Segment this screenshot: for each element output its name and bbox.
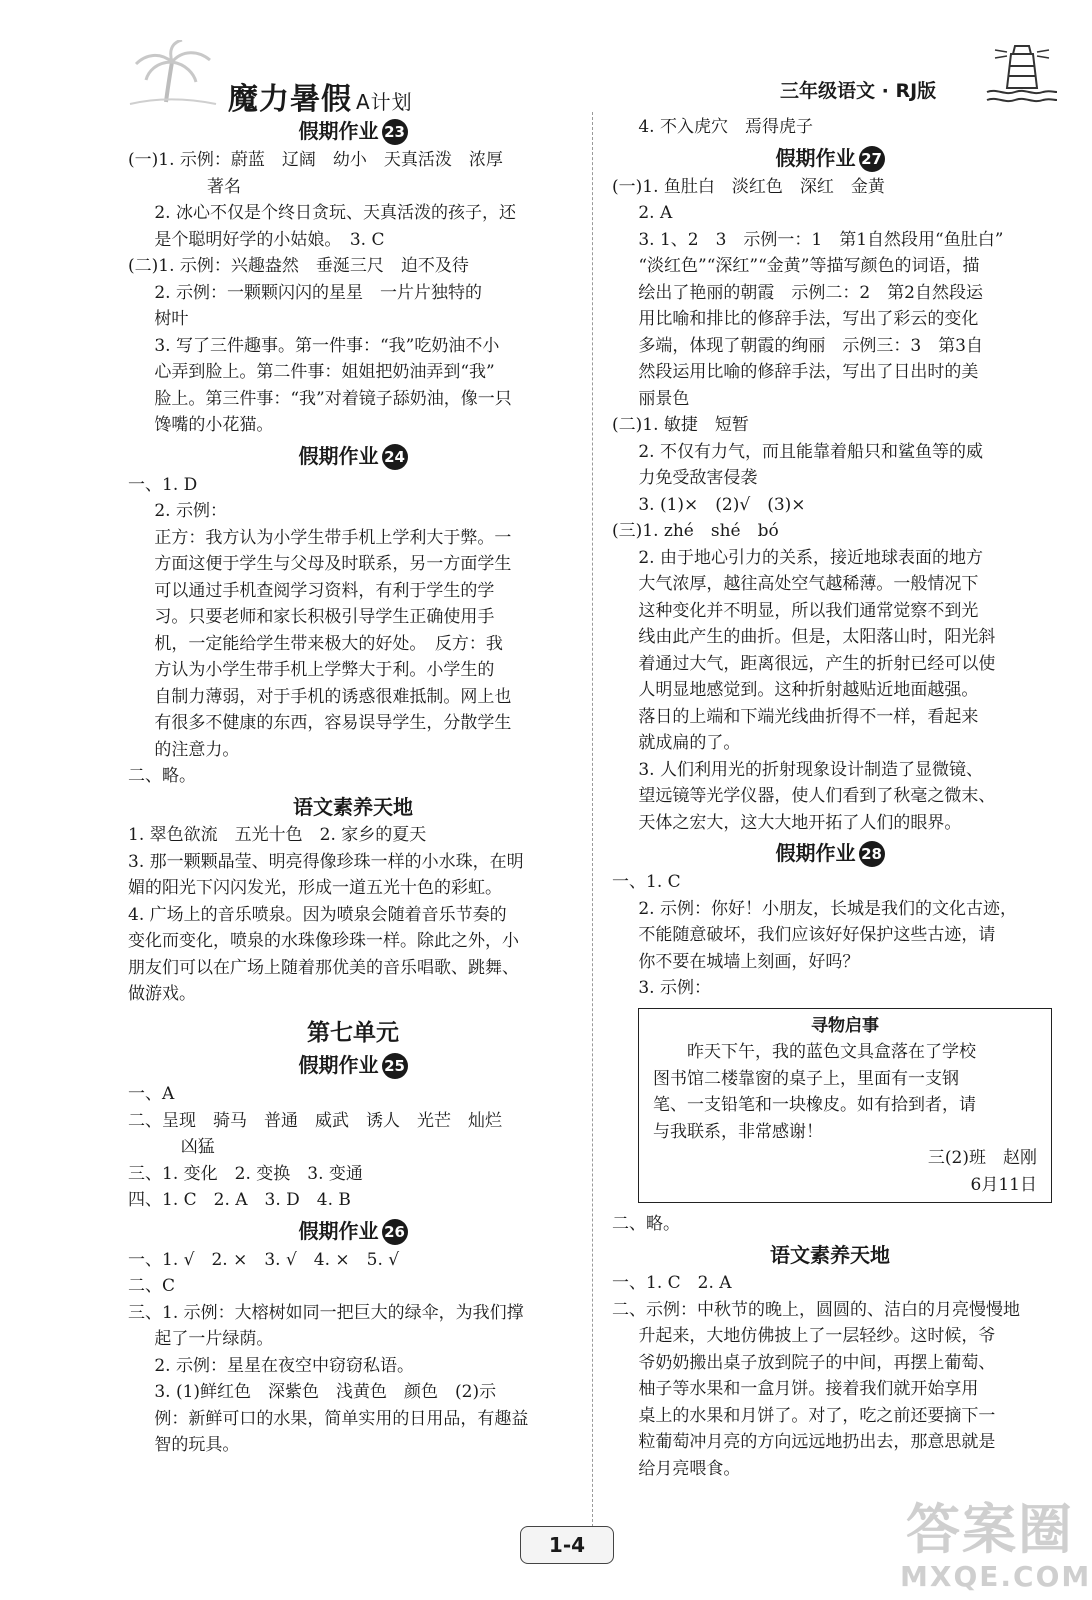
answer-line: 2. 示例：你好！小朋友，长城是我们的文化古迹， (638, 898, 1017, 919)
answer-line: 多端，体现了朝霞的绚丽 示例三：3 第3自 (638, 335, 983, 356)
answer-line: 3. 写了三件趣事。第一件事：“我”吃奶油不小 (154, 335, 500, 356)
answer-line: 4. 广场上的音乐喷泉。因为喷泉会随着音乐节奏的 (128, 904, 507, 925)
answer-line: 3. 那一颗颗晶莹、明亮得像珍珠一样的小水珠，在明 (128, 851, 524, 872)
answer-line: 丽景色 (638, 388, 690, 409)
answer-line: 你不要在城墙上刻画，好吗？ (638, 951, 860, 972)
answer-line: 3. (1)鲜红色 深紫色 浅黄色 颜色 (2)示 (154, 1382, 497, 1402)
unit-heading: 第七单元 (307, 1019, 399, 1046)
left-column (128, 114, 578, 1459)
answer-line: 一、1. C (612, 872, 681, 892)
answer-line: 树叶 (154, 309, 189, 329)
answer-line: 2. 示例：星星在夜空中窃窃私语。 (154, 1355, 414, 1376)
answer-line: 用比喻和排比的修辞手法，写出了彩云的变化 (638, 309, 979, 329)
grade-label: 三年级语文 · RJ版 (780, 80, 937, 102)
section-number-badge: 24 (382, 444, 408, 470)
answer-line: 变化而变化，喷泉的水珠像珍珠一样。除此之外，小 (128, 931, 519, 951)
section-number-badge: 27 (859, 146, 885, 172)
watermark-url: MXQE.COM (900, 1560, 1092, 1593)
answer-line: 给月亮喂食。 (638, 1458, 741, 1479)
section-title (128, 794, 578, 821)
column-divider (592, 112, 593, 1532)
answer-line: 然段运用比喻的修辞手法，写出了日出时的美 (638, 362, 979, 382)
answer-line: 2. 冰心不仅是个终日贪玩、天真活泼的孩子，还 (154, 203, 516, 223)
answer-line: 起了一片绿荫。 (154, 1329, 274, 1349)
notice-title: 寻物启事 (811, 1015, 879, 1036)
watermark-logo (900, 1498, 1092, 1593)
answer-line: 不能随意破坏，我们应该好好保护这些古迹，请 (638, 925, 996, 945)
answer-line: 例：新鲜可口的水果，简单实用的日用品，有趣益 (154, 1408, 529, 1429)
answer-line: (二)1. 示例：兴趣盎然 垂涎三尺 迫不及待 (128, 256, 469, 276)
answer-line: 一、A (128, 1084, 175, 1104)
answer-line: 粒葡萄冲月亮的方向远远地扔出去，那意思就是 (638, 1432, 996, 1452)
answer-line: 2. 示例：一颗颗闪闪的星星 一片片独特的 (154, 282, 482, 303)
section-title-text: 假期作业 (298, 1218, 379, 1243)
answer-line: 二、略。 (612, 1214, 680, 1234)
answer-line: 可以通过手机查阅学习资料，有利于学生的学 (154, 580, 495, 601)
answer-line: 方面这便于学生与父母及时联系，另一方面学生 (154, 554, 512, 574)
notice-signature: 三(2)班 赵刚 (927, 1148, 1037, 1168)
answer-line: 馋嘴的小花猫。 (154, 415, 274, 435)
answer-line: 升起来，大地仿佛披上了一层轻纱。这时候，爷 (638, 1326, 996, 1346)
answer-line: 绘出了艳丽的朝霞 示例二：2 第2自然段运 (638, 282, 983, 303)
section-title (128, 118, 578, 145)
lighthouse-icon (985, 40, 1059, 108)
notice-date: 6月11日 (970, 1174, 1037, 1195)
section-number-badge: 23 (382, 119, 408, 145)
answer-line: 一、1. C 2. A (612, 1273, 732, 1293)
answer-line: 这种变化并不明显，所以我们通常觉察不到光 (638, 600, 979, 621)
answer-line: 3. (1)× (2)√ (3)× (638, 494, 806, 515)
notice-line: 与我联系，非常感谢！ (653, 1121, 823, 1142)
answer-line: (一)1. 示例：蔚蓝 辽阔 幼小 天真活泼 浓厚 (128, 150, 503, 170)
lost-item-notice-box (638, 1008, 1052, 1204)
answer-line: 脸上。第三件事：“我”对着镜子舔奶油，像一只 (154, 388, 512, 409)
answer-line: (二)1. 敏捷 短暂 (612, 415, 749, 435)
answer-line: 力免受敌害侵袭 (638, 468, 758, 488)
palm-tree-icon (126, 40, 218, 106)
answer-line: 人明显地感觉到。这种折射越贴近地面越强。 (638, 680, 979, 700)
answer-line: 2. A (638, 203, 673, 223)
page-header (0, 0, 1092, 117)
brand-plan: A计划 (356, 90, 413, 114)
section-title (128, 1052, 578, 1079)
section-title-text: 假期作业 (775, 145, 856, 170)
brand-title: 魔力暑假 A计划 (228, 82, 413, 117)
section-title-text: 语文素养天地 (293, 794, 413, 819)
answer-line: 二、略。 (128, 766, 196, 786)
answer-line: 望远镜等光学仪器，使人们看到了秋毫之微末、 (638, 786, 996, 806)
section-title (128, 1218, 578, 1245)
answer-line: 2. 由于地心引力的关系，接近地球表面的地方 (638, 547, 983, 568)
answer-line: 的注意力。 (154, 739, 240, 760)
answer-line: 方认为小学生带手机上学弊大于利。小学生的 (154, 660, 495, 680)
answer-line: 凶猛 (180, 1137, 215, 1157)
section-number-badge: 25 (382, 1053, 408, 1079)
answer-line: 4. 不入虎穴 焉得虎子 (638, 117, 813, 137)
section-title-text: 假期作业 (298, 119, 379, 143)
answer-line: 机，一定能给学生带来极大的好处。 反方：我 (154, 633, 503, 654)
answer-line: 线由此产生的曲折。但是，太阳落山时，阳光斜 (638, 627, 996, 647)
answer-line: 自制力薄弱，对于手机的诱惑很难抵制。网上也 (154, 686, 512, 707)
answer-line: 落日的上端和下端光线曲折得不一样，看起来 (638, 706, 979, 727)
answer-line: 二、呈现 骑马 普通 威武 诱人 光芒 灿烂 (128, 1110, 502, 1131)
section-title-text: 假期作业 (298, 1053, 379, 1077)
answer-line: 做游戏。 (128, 984, 196, 1004)
answer-line: (一)1. 鱼肚白 淡红色 深红 金黄 (612, 176, 885, 197)
answer-line: 有很多不健康的东西，容易误导学生，分散学生 (154, 713, 512, 733)
answer-line: 二、示例：中秋节的晚上，圆圆的、洁白的月亮慢慢地 (612, 1299, 1020, 1320)
watermark-text: 答案圈 (906, 1498, 1074, 1561)
answer-line: 3. 1、2 3 示例一：1 第1自然段用“鱼肚白” (638, 229, 1004, 250)
answer-line: 爷奶奶搬出桌子放到院子的中间，再摆上葡萄、 (638, 1352, 996, 1373)
answer-line: 2. 不仅有力气，而且能靠着船只和鲨鱼等的威 (638, 441, 983, 462)
section-title (612, 1242, 1048, 1269)
page-number: 1-4 (520, 1526, 614, 1564)
answer-line: 1. 翠色欲流 五光十色 2. 家乡的夏天 (128, 825, 427, 845)
answer-line: 朋友们可以在广场上随着那优美的音乐唱歌、跳舞、 (128, 957, 519, 978)
answer-line: 3. 人们利用光的折射现象设计制造了显微镜、 (638, 759, 983, 780)
answer-line: 一、1. D (128, 474, 198, 495)
answer-line: 3. 示例： (638, 978, 711, 998)
answer-line: 一、1. √ 2. × 3. √ 4. × 5. √ (128, 1249, 400, 1270)
answer-line: 桌上的水果和月饼了。对了，吃之前还要摘下一 (638, 1405, 996, 1426)
section-title-text: 假期作业 (775, 841, 856, 865)
section-number-badge: 26 (382, 1219, 408, 1245)
answer-line: 四、1. C 2. A 3. D 4. B (128, 1190, 351, 1210)
section-title-text: 假期作业 (298, 443, 379, 468)
section-title (612, 145, 1048, 172)
answer-line: 着通过大气，距离很远，产生的折射已经可以使 (638, 653, 996, 674)
answer-line: 二、C (128, 1276, 176, 1296)
section-title-text: 语文素养天地 (770, 1242, 890, 1267)
answer-line: 是个聪明好学的小姑娘。 3. C (154, 229, 385, 250)
answer-line: 天体之宏大，这大大地开拓了人们的眼界。 (638, 812, 962, 833)
answer-line: (三)1. zhé shé bó (612, 521, 779, 541)
answer-line: 著名 (207, 176, 242, 197)
answer-line: 三、1. 示例：大榕树如同一把巨大的绿伞，为我们撑 (128, 1302, 524, 1323)
notice-line: 昨天下午，我的蓝色文具盒落在了学校 (653, 1042, 976, 1062)
answer-line: 心弄到脸上。第二件事：姐姐把奶油弄到“我” (154, 362, 495, 382)
answer-line: 2. 示例： (154, 501, 227, 521)
answer-line: 柚子等水果和一盒月饼。接着我们就开始享用 (638, 1379, 979, 1399)
answer-line: “淡红色”“深红”“金黄”等描写颜色的词语，描 (638, 256, 980, 276)
notice-line: 图书馆二楼靠窗的桌子上，里面有一支钢 (653, 1068, 959, 1089)
section-title (128, 443, 578, 470)
section-title (612, 840, 1048, 867)
section-number-badge: 28 (859, 841, 885, 867)
answer-line: 就成扁的了。 (638, 733, 741, 753)
answer-line: 习。只要老师和家长积极引导学生正确使用手 (154, 607, 495, 627)
notice-line: 笔、一支铅笔和一块橡皮。如有拾到者，请 (653, 1095, 976, 1115)
right-column (612, 114, 1048, 1482)
answer-line: 媚的阳光下闪闪发光，形成一道五光十色的彩虹。 (128, 878, 502, 898)
answer-line: 三、1. 变化 2. 变换 3. 变通 (128, 1163, 363, 1184)
answer-line: 大气浓厚，越往高处空气越稀薄。一般情况下 (638, 574, 979, 594)
answer-line: 智的玩具。 (154, 1435, 240, 1455)
answer-line: 正方：我方认为小学生带手机上学利大于弊。一 (154, 527, 512, 548)
